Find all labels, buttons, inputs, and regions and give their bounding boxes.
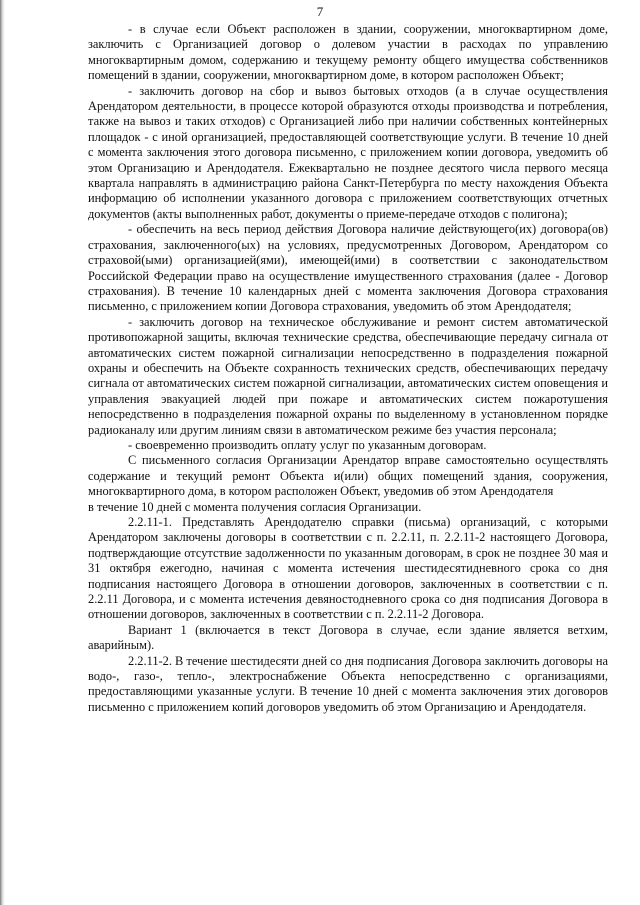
paragraph-common-property: - в случае если Объект расположен в здании, сооружении, многоквартирном доме, заключить с Организацией договор о долевом участии в расходах по управлению многоквартирным домом, содержанию и текущему ремонту общего имущества собственников помещений в здании, сооружении, многоквартирном доме, в котором расположен Объект; (88, 22, 608, 83)
paragraph-consent-deadline: в течение 10 дней с момента получения согласия Организации. (88, 499, 422, 514)
paragraph-clause-2-2-11-1: 2.2.11-1. Представлять Арендодателю справки (письма) организаций, с которыми Арендатором заключены договоры в соответствии с п. 2.2.11, п. 2.2.11-2 настоящего Договора, подтверждающие отсутствие задолженности по указанным договорам, в срок не позднее 30 мая и 31 октября ежегодно, начиная с момента истечения шестидесятидневного срока со дня подписания настоящего Договора в отношении договоров, заключенных в соответствии с п. 2.2.11 Договора, и с момента истечения девяностодневного срока со дня подписания Договора в отношении договоров, заключенных в соответствии с п. 2.2.11-2 Договора. (88, 515, 608, 622)
page-number: 7 (316, 4, 324, 19)
paragraph-clause-2-2-11-2: 2.2.11-2. В течение шестидесяти дней со дня подписания Договора заключить договоры на водо-, газо-, тепло-, электроснабжение Объекта непосредственно с организациями, предоставляющими указанные услуги. В течение 10 дней с момента заключения этих договоров письменно с приложением копий договоров уведомить об этом Организацию и Арендодателя. (88, 653, 608, 714)
paragraph-written-consent: С письменного согласия Организации Арендатор вправе самостоятельно осуществлять содержание и текущий ремонт Объекта и(или) общих помещений здания, сооружения, многоквартирного дома, в котором расположен Объект, уведомив об этом Арендодателя (88, 453, 608, 499)
paragraph-insurance: - обеспечить на весь период действия Договора наличие действующего(их) договора(ов) страхования, заключенного(ых) на условиях, предусмотренных Договором, Арендатором со страховой(ыми) организацией(ями), имеющей(ими) в соответствии с законодательством Российской Федерации право на осуществление имущественного страхования (далее - Договор страхования). В течение 10 календарных дней с момента заключения Договора страхования письменно, с приложением копии Договора страхования, уведомить об этом Арендодателя; (88, 222, 608, 314)
paragraph-variant-1: Вариант 1 (включается в текст Договора в случае, если здание является ветхим, аварийным). (88, 622, 608, 653)
paragraph-timely-payment: - своевременно производить оплату услуг по указанным договорам. (128, 437, 487, 452)
scan-edge-shadow (0, 0, 5, 905)
paragraph-fire-protection: - заключить договор на техническое обслуживание и ремонт систем автоматической противопожарной защиты, включая технические средства, обеспечивающие передачу сигнала от автоматических систем пожарной сигнализации непосредственно в подразделения пожарной охраны и обеспечить на Объекте сохранность технических средств, обеспечивающих передачу сигнала от автоматических систем пожарной сигнализации, автоматических систем оповещения и управления эвакуацией людей при пожаре и автоматических систем пожаротушения непосредственно в подразделения пожарной охраны по выделенному в установленном порядке радиоканалу или другим линиям связи в автоматическом режиме без участия персонала; (88, 314, 608, 437)
document-body (88, 22, 608, 715)
paragraph-waste-removal: - заключить договор на сбор и вывоз бытовых отходов (а в случае осуществления Арендатором деятельности, в процессе которой образуются отходы производства и потребления, также на вывоз и таких отходов) с Организацией либо при наличии собственных контейнерных площадок - с иной организацией, предоставляющей соответствующие услуги. В течение 10 дней с момента заключения этого договора письменно, с приложением копии договора, уведомить об этом Организацию и Арендодателя. Ежеквартально не позднее десятого числа первого месяца квартала направлять в администрацию района Санкт-Петербурга по месту нахождения Объекта информацию об исполнении указанного договора с приложением соответствующих отчетных документов (акты выполненных работ, документы о приеме-передаче отходов с полигона); (88, 83, 608, 221)
